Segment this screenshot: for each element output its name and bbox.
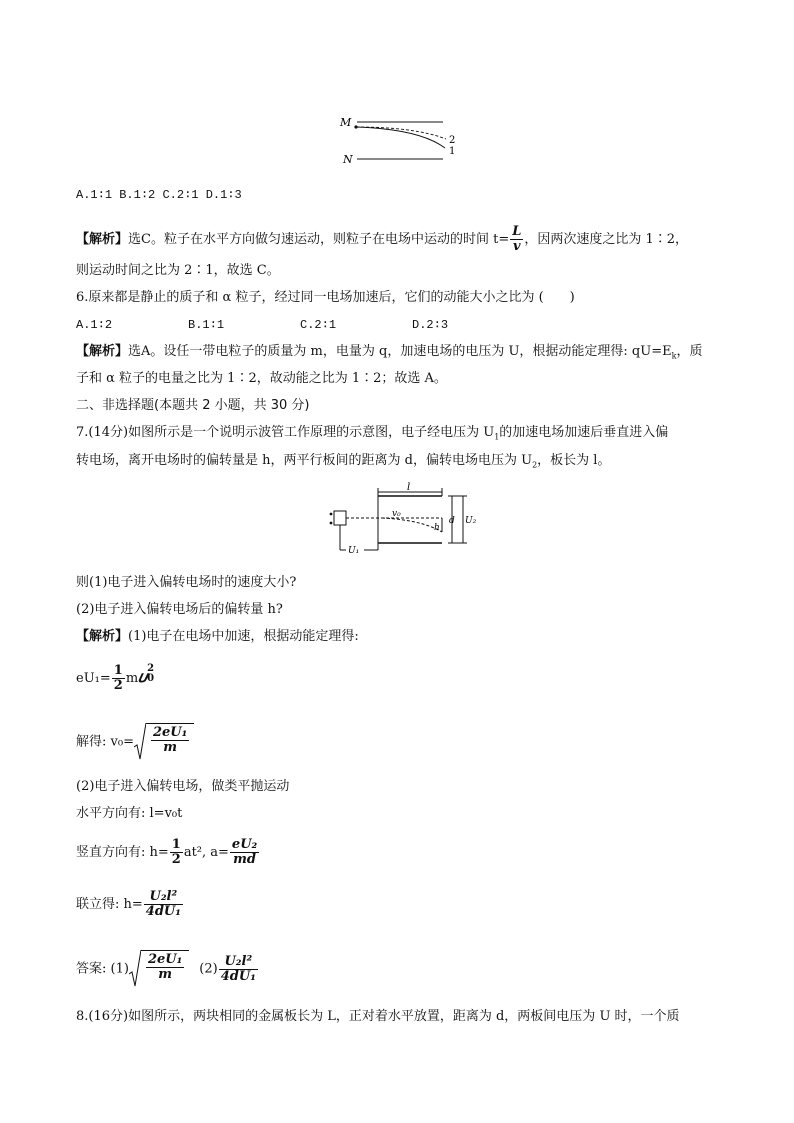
vert-mid: at², a= bbox=[183, 845, 229, 860]
a6-text2: ，质 bbox=[676, 344, 703, 359]
solve-label: 解得: v₀= bbox=[76, 734, 134, 750]
q6-stem: 6.原来都是静止的质子和 α 粒子，经过同一电场加速后，它们的动能大小之比为 ( ) bbox=[76, 290, 575, 305]
a7-vertical bbox=[76, 838, 260, 867]
q7-t2b: ，板长为 l。 bbox=[537, 453, 611, 468]
q7-sub2: (2)电子进入偏转电场后的偏转量 h? bbox=[76, 602, 283, 617]
label-1: 1 bbox=[449, 146, 456, 157]
label-v0: v₀ bbox=[392, 509, 401, 519]
q5-options: A.1∶1 B.1∶2 C.2∶1 D.1∶3 bbox=[76, 188, 242, 202]
frac-num: 1 bbox=[113, 663, 123, 678]
figure-oscilloscope bbox=[322, 480, 482, 558]
answer-label: 答案: (1) bbox=[76, 961, 129, 977]
q7-line2: 转电场，离开电场时的偏转量是 h，两平行板间的距离为 d，偏转电场电压为 $U_2$，板长为 l。 bbox=[76, 453, 611, 470]
frac-num: 1 bbox=[171, 837, 181, 852]
a5-line1 bbox=[76, 225, 688, 254]
frac-den: md bbox=[233, 852, 256, 867]
a7-part2: (2)电子进入偏转电场，做类平抛运动 bbox=[76, 779, 290, 794]
a7-eq1: eU₁= $\frac{1}{2}$ m𝜐 2 0 bbox=[76, 663, 155, 693]
a6-line1 bbox=[76, 343, 702, 366]
a5-text2: ，因两次速度之比为 1∶2， bbox=[524, 232, 689, 247]
frac-num: U₂l² bbox=[144, 890, 183, 905]
combine-label: 联立得: h= bbox=[76, 897, 143, 912]
frac-num: eU₂ bbox=[231, 837, 258, 852]
q6-options bbox=[76, 316, 448, 334]
option-b: B.1∶1 bbox=[188, 318, 225, 332]
sqrt-num: 2eU₁ bbox=[152, 725, 188, 740]
label-h: h bbox=[434, 523, 440, 533]
a6-line2: 子和 α 粒子的电量之比为 1∶2，故动能之比为 1∶2；故选 A。 bbox=[76, 371, 447, 386]
sqrt-v0 bbox=[134, 723, 194, 761]
q7-t2: 转电场，离开电场时的偏转量是 h，两平行板间的距离为 d，偏转电场电压为 U bbox=[76, 453, 533, 468]
a7-answer bbox=[76, 950, 259, 988]
frac-den: 2 bbox=[113, 678, 123, 693]
fraction-L-v bbox=[510, 225, 523, 254]
option-d: D.2∶3 bbox=[412, 318, 449, 332]
label-2: 2 bbox=[449, 135, 456, 146]
label-M: M bbox=[340, 116, 352, 129]
a5-text: 选C。粒子在水平方向做匀速运动，则粒子在电场中运动的时间 t= bbox=[128, 232, 510, 247]
figure-deflection-paths bbox=[335, 112, 465, 168]
a7-line1 bbox=[76, 628, 359, 646]
frac-num: U₂l² bbox=[219, 955, 258, 970]
a7-combine bbox=[76, 890, 184, 919]
analysis-tag: 【解析】 bbox=[76, 232, 129, 247]
a7-text: (1)电子在电场中加速，根据动能定理得: bbox=[128, 629, 359, 644]
q7-t1b: 的加速电场加速后垂直进入偏 bbox=[499, 425, 669, 440]
eq1-v: 𝜐 bbox=[138, 667, 148, 686]
analysis-tag: 【解析】 bbox=[76, 344, 129, 359]
label-U1: U₁ bbox=[348, 546, 360, 556]
option-c: C.2∶1 bbox=[300, 318, 337, 332]
section-heading: 二、非选择题(本题共 2 小题，共 30 分) bbox=[76, 398, 310, 413]
analysis-tag: 【解析】 bbox=[76, 629, 129, 644]
eq1-m: m bbox=[125, 671, 139, 686]
frac-den: 2 bbox=[171, 852, 181, 867]
frac-den: v bbox=[513, 239, 521, 254]
a7-solve bbox=[76, 723, 194, 761]
label-U2: U₂ bbox=[465, 516, 477, 526]
q8-stem: 8.(16分)如图所示，两块相同的金属板长为 L，正对着水平放置，距离为 d，两板间电压为 U 时，一个质 bbox=[76, 1009, 680, 1024]
label-N: N bbox=[343, 153, 353, 166]
label-l: l bbox=[407, 482, 411, 493]
q7-line1: 7.(14分)如图所示是一个说明示波管工作原理的示意图，电子经电压为 $U_1$的加速电场加速后垂直进入偏 bbox=[76, 425, 669, 442]
q7-sub1: 则(1)电子进入偏转电场时的速度大小? bbox=[76, 575, 297, 590]
sqrt-den: m bbox=[163, 740, 178, 755]
eq1-lhs: eU₁= bbox=[76, 671, 111, 686]
frac-num: L bbox=[512, 224, 522, 239]
a7-horizontal: 水平方向有: l=v₀t bbox=[76, 806, 183, 821]
frac-den: 4dU₁ bbox=[145, 904, 181, 919]
a5-line2: 则运动时间之比为 2∶1，故选 C。 bbox=[76, 263, 280, 278]
q7-t1: 7.(14分)如图所示是一个说明示波管工作原理的示意图，电子经电压为 U bbox=[76, 425, 495, 440]
label-d: d bbox=[449, 516, 455, 526]
sqrt-num: 2eU₁ bbox=[147, 952, 183, 967]
fraction-half bbox=[112, 664, 125, 693]
option-a: A.1∶2 bbox=[76, 318, 113, 332]
vert-label: 竖直方向有: h= bbox=[76, 845, 169, 860]
sqrt-den: m bbox=[158, 967, 172, 982]
frac-den: 4dU₁ bbox=[220, 968, 256, 984]
a6-text: 选A。设任一带电粒子的质量为 m，电量为 q，加速电场的电压为 U，根据动能定理得: qU=E bbox=[128, 344, 672, 359]
sqrt-answer bbox=[129, 950, 189, 988]
answer-label-2: (2) bbox=[199, 961, 218, 977]
a6-sub: k bbox=[671, 351, 677, 361]
